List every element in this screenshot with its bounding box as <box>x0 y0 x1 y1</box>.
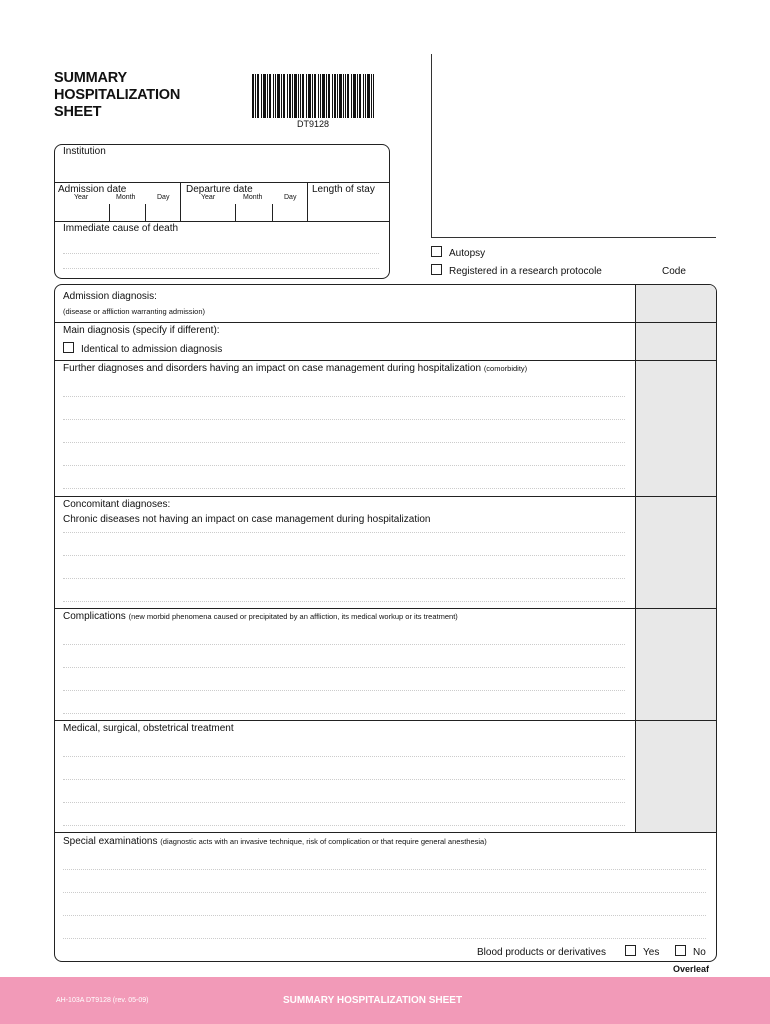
departure-date-field[interactable] <box>184 202 304 220</box>
form-code: DT9128 <box>296 119 330 129</box>
main-code-field[interactable] <box>637 325 714 359</box>
special-examinations-label: Special examinations (diagnostic acts with an invasive technique, risk of complication or that require general anesthesia) <box>63 836 487 847</box>
departure-date-label: Departure date <box>186 184 253 195</box>
admission-diagnosis-label: Admission diagnosis: <box>63 291 157 302</box>
concomitant-diagnoses-label: Concomitant diagnoses: <box>63 499 171 510</box>
further-code-field[interactable] <box>637 364 714 494</box>
blood-yes-checkbox[interactable] <box>625 945 636 956</box>
length-of-stay-label: Length of stay <box>312 184 375 195</box>
autopsy-checkbox[interactable] <box>431 246 442 257</box>
page-title: SUMMARY HOSPITALIZATION SHEET <box>54 70 181 120</box>
complications-label: Complications (new morbid phenomena caused or precipitated by an affliction, its medical workup or its treatment) <box>63 611 458 622</box>
footer-title: SUMMARY HOSPITALIZATION SHEET <box>283 995 463 1006</box>
stamp-area-border <box>431 54 432 238</box>
barcode <box>252 74 374 118</box>
further-diagnoses-field[interactable] <box>58 376 632 492</box>
admission-code-field[interactable] <box>637 288 714 321</box>
main-diagnosis-label: Main diagnosis (specify if different): <box>63 325 220 336</box>
concomitant-field[interactable] <box>58 528 632 606</box>
research-protocol-checkbox[interactable] <box>431 264 442 275</box>
concomitant-code-field[interactable] <box>637 500 714 606</box>
special-examinations-field[interactable] <box>58 850 708 942</box>
overleaf-label: Overleaf <box>673 964 710 974</box>
admission-date-field[interactable] <box>58 202 178 220</box>
cause-of-death-label: Immediate cause of death <box>63 223 179 234</box>
identical-label: Identical to admission diagnosis <box>81 344 223 355</box>
chronic-diseases-label: Chronic diseases not having an impact on case management during hospitalization <box>63 514 431 525</box>
complications-code-field[interactable] <box>637 612 714 718</box>
blood-products-label: Blood products or derivatives <box>477 947 606 958</box>
length-of-stay-field[interactable] <box>310 197 386 219</box>
blood-no-checkbox[interactable] <box>675 945 686 956</box>
institution-label: Institution <box>63 146 106 157</box>
institution-field[interactable] <box>58 158 386 180</box>
research-protocol-label: Registered in a research protocole <box>449 266 602 277</box>
autopsy-label: Autopsy <box>449 248 486 259</box>
treatment-label: Medical, surgical, obstetrical treatment <box>63 723 234 734</box>
stamp-area-border-bottom <box>431 237 716 238</box>
cause-of-death-field[interactable] <box>58 236 386 276</box>
admission-diagnosis-note: (disease or affliction warranting admission) <box>63 307 206 316</box>
form-reference: AH-103A DT9128 (rev. 05-09) <box>56 997 149 1004</box>
blood-no-label: No <box>693 947 706 958</box>
code-column-header: Code <box>662 266 686 277</box>
admission-date-label: Admission date <box>58 184 127 195</box>
complications-field[interactable] <box>58 624 632 716</box>
further-diagnoses-label: Further diagnoses and disorders having an impact on case management during hospitalization (comorbidity) <box>63 363 528 374</box>
treatment-field[interactable] <box>58 736 632 828</box>
identical-checkbox[interactable] <box>63 342 74 353</box>
treatment-code-field[interactable] <box>637 724 714 830</box>
admission-diagnosis-field[interactable] <box>58 300 632 320</box>
blood-yes-label: Yes <box>643 947 660 958</box>
